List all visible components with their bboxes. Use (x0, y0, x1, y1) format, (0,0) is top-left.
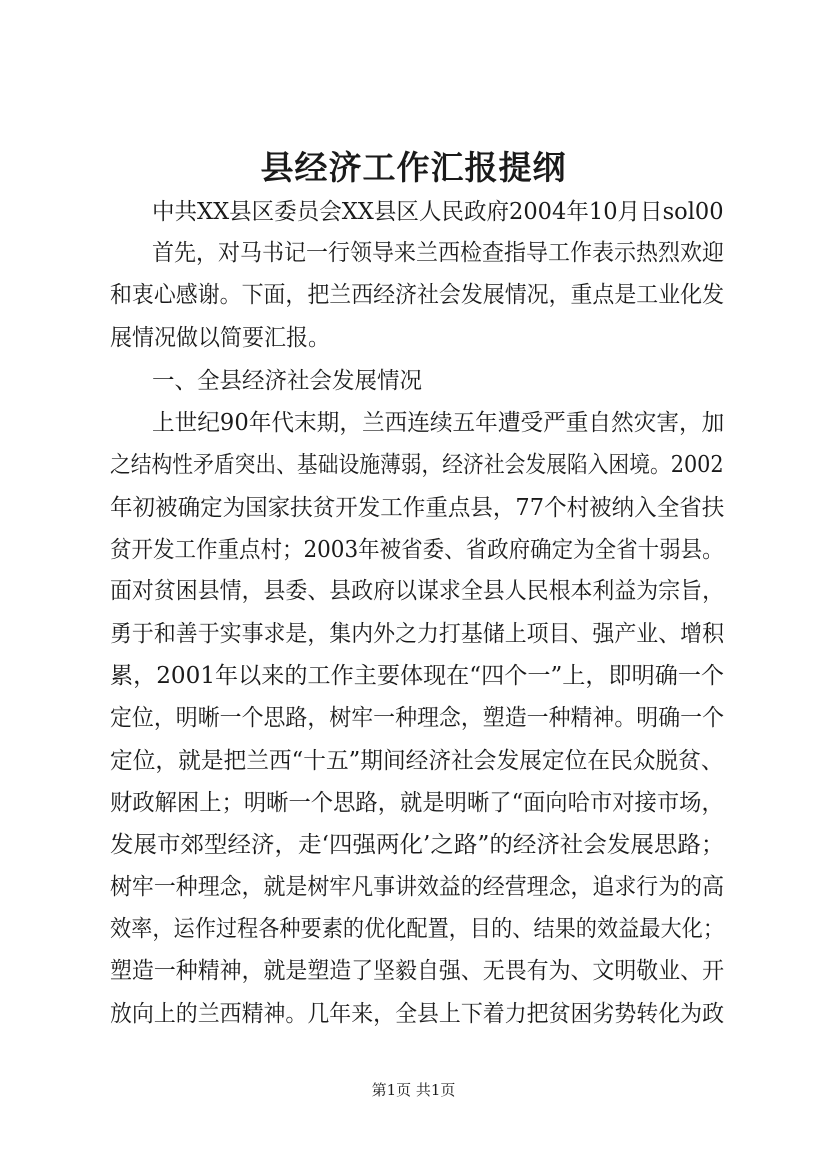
body-line: 发展市郊型经济，走‘四强两化’之路”的经济社会发展思路； (110, 832, 725, 858)
body-line: 贫开发工作重点村；2003年被省委、省政府确定为全省十弱县。 (110, 537, 724, 563)
body-line: 定位，就是把兰西“十五”期间经济社会发展定位在民众脱贫、 (110, 748, 724, 774)
body-line: 树牢一种理念，就是树牢凡事讲效益的经营理念，追求行为的高 (110, 874, 724, 900)
body-line: 之结构性矛盾突出、基础设施薄弱，经济社会发展陷入困境。2002 (110, 452, 724, 478)
body-line: 放向上的兰西精神。几年来，全县上下着力把贫困劣势转化为政 (110, 1001, 724, 1027)
body-line: 首先，对马书记一行领导来兰西检查指导工作表示热烈欢迎 (152, 240, 724, 266)
body-line: 定位，明晰一个思路，树牢一种理念，塑造一种精神。明确一个 (110, 705, 724, 731)
body-line: 年初被确定为国家扶贫开发工作重点县，77个村被纳入全省扶 (110, 495, 725, 521)
body-line: 勇于和善于实事求是，集内外之力打基储上项目、强产业、增积 (110, 621, 724, 647)
body-line: 中共XX县区委员会XX县区人民政府2004年10月日sol00 (152, 199, 724, 225)
page-footer: 第1页 共1页 (371, 1081, 456, 1099)
body-line: 上世纪90年代末期，兰西连续五年遭受严重自然灾害，加 (152, 410, 725, 436)
body-line: 面对贫困县情，县委、县政府以谋求全县人民根本利益为宗旨， (110, 578, 724, 604)
body-line: 累，2001年以来的工作主要体现在“四个一”上，即明确一个 (110, 663, 725, 689)
body-line: 效率，运作过程各种要素的优化配置，目的、结果的效益最大化； (110, 916, 724, 942)
body-line: 和衷心感谢。下面，把兰西经济社会发展情况，重点是工业化发 (110, 282, 724, 308)
body-line: 塑造一种精神，就是塑造了坚毅自强、无畏有为、文明敬业、开 (110, 958, 724, 984)
document-title: 县经济工作汇报提纲 (260, 148, 567, 187)
body-line: 展情况做以简要汇报。 (110, 325, 330, 351)
body-line: 一、全县经济社会发展情况 (152, 368, 422, 394)
body-line: 财政解困上；明晰一个思路，就是明晰了“面向哈市对接市场， (110, 790, 724, 816)
